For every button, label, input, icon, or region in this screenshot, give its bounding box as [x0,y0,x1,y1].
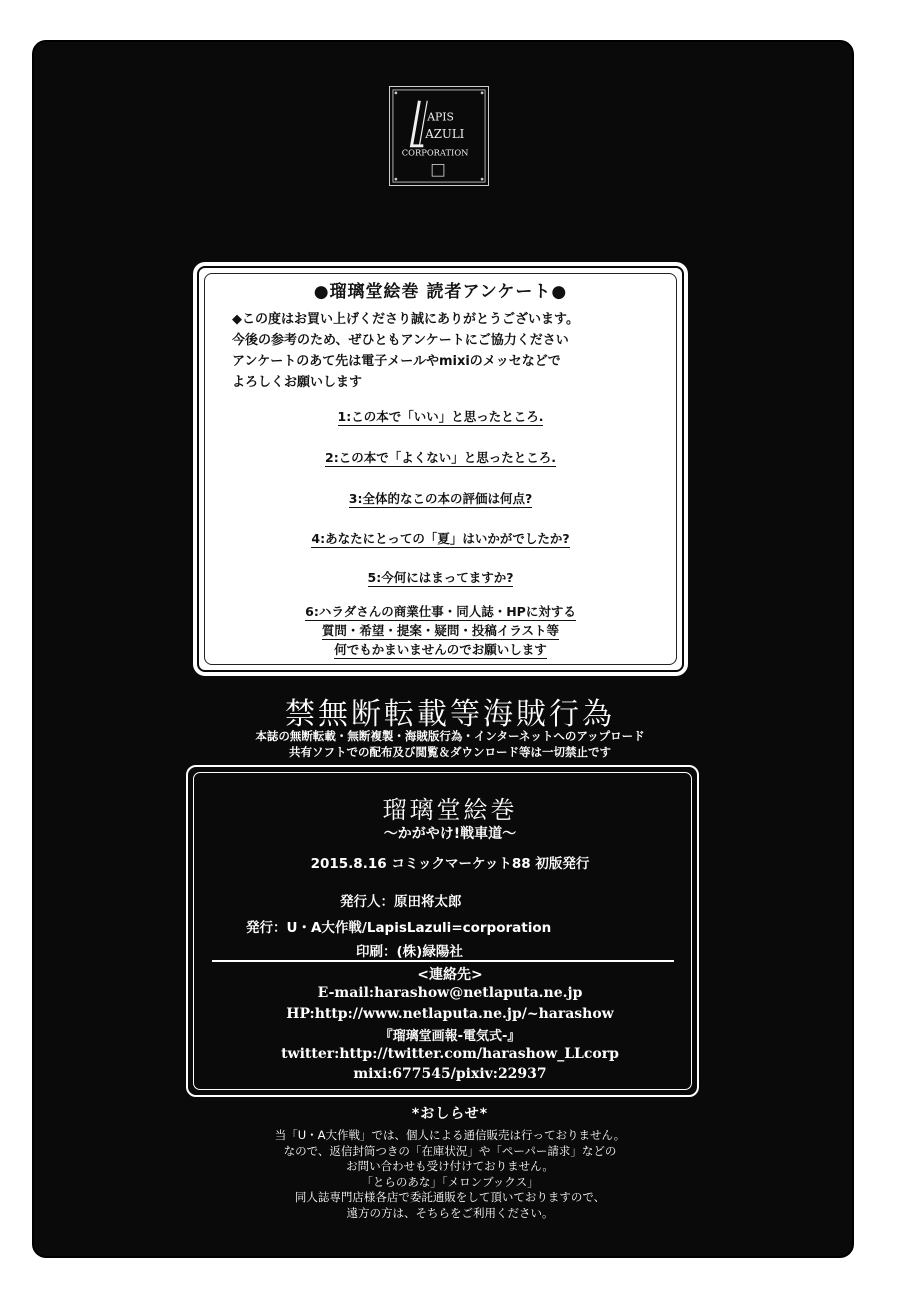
news-line: 「とらのあな」「メロンブックス」 [361,1174,539,1189]
survey-question-2: 2:この本で「よくない」と思ったところ. [325,450,556,465]
colophon-divider [212,960,674,962]
survey-intro-line: アンケートのあて先は電子メールやmixiのメッセなどで [232,354,561,369]
survey-question-3: 3:全体的なこの本の評価は何点? [348,491,533,506]
survey-question-6-line: 質問・希望・提案・疑問・投稿イラスト等 [321,623,560,638]
book-title: 瑠璃堂絵巻 [382,796,518,824]
issuer-line: 発行：U・A大作戦/LapisLazuli=corporation [246,920,552,936]
piracy-notice-text [0,728,900,760]
publisher-line: 発行人：原田将太郎 [340,894,462,910]
book-subtitle: 〜かがやけ!戦車道〜 [383,826,517,842]
survey-question-6-line: 何でもかまいませんのでお願いします [334,642,547,657]
news-line: 当「U・A大作戦」では、個人による通信販売は行っておりません。 [274,1128,626,1142]
contact-heading: <連絡先> [417,967,483,983]
news-title: *おしらせ* [411,1106,489,1122]
reader-survey-box [193,262,688,676]
news-line: なので、返信封筒つきの「在庫状況」や「ペーパー請求」などの [283,1143,617,1158]
survey-intro-line: ◆この度はお買い上げくださり誠にありがとうございます。 [232,312,579,327]
survey-question-1: 1:この本で「いい」と思ったところ. [337,409,544,424]
piracy-notice-heading: 禁無断転載等海賊行為 [285,697,615,732]
svg-text:CORPORATION: CORPORATION [401,147,469,158]
survey-question-6-line: 6:ハラダさんの商業仕事・同人誌・HPに対する [305,604,576,619]
survey-question-6 [196,602,685,659]
news-line: お問い合わせも受け付けておりません。 [346,1159,554,1173]
svg-text:APIS: APIS [427,110,454,124]
piracy-notice-line: 本誌の無断転載・無断複製・海賊版行為・インターネットへのアップロード [255,729,645,743]
svg-text:AZULI: AZULI [425,126,465,141]
survey-intro [232,309,665,393]
news-body [0,1128,900,1221]
edition-info: 2015.8.16 コミックマーケット88 初版発行 [310,856,590,872]
contact-twitter: twitter:http://twitter.com/harashow_LLcorp [281,1046,619,1062]
contact-email: E-mail:harashow@netlaputa.ne.jp [317,985,583,1001]
printer-line: 印刷：(株)緑陽社 [356,944,463,960]
survey-intro-line: 今後の参考のため、ぜひともアンケートにご協力ください [232,333,569,348]
survey-question-4: 4:あなたにとっての「夏」はいかがでしたか? [311,531,570,546]
news-line: 同人誌専門店様各店で委託通販をして頂いておりますので、 [294,1190,606,1204]
survey-intro-line: よろしくお願いします [232,375,363,390]
news-line: 遠方の方は、そちらをご利用ください。 [346,1205,554,1220]
survey-question-5: 5:今何にはまってますか? [367,570,514,585]
lapis-lazuli-logo [389,86,489,186]
contact-homepage: HP:http://www.netlaputa.ne.jp/~harashow [286,1006,614,1022]
piracy-notice-line: 共有ソフトでの配布及び閲覧＆ダウンロード等は一切禁止です [289,745,611,759]
survey-title: ●瑠璃堂絵巻 読者アンケート● [313,282,568,302]
contact-site-name: 『瑠璃堂画報-電気式-』 [379,1029,521,1044]
contact-mixi-pixiv: mixi:677545/pixiv:22937 [353,1066,547,1082]
